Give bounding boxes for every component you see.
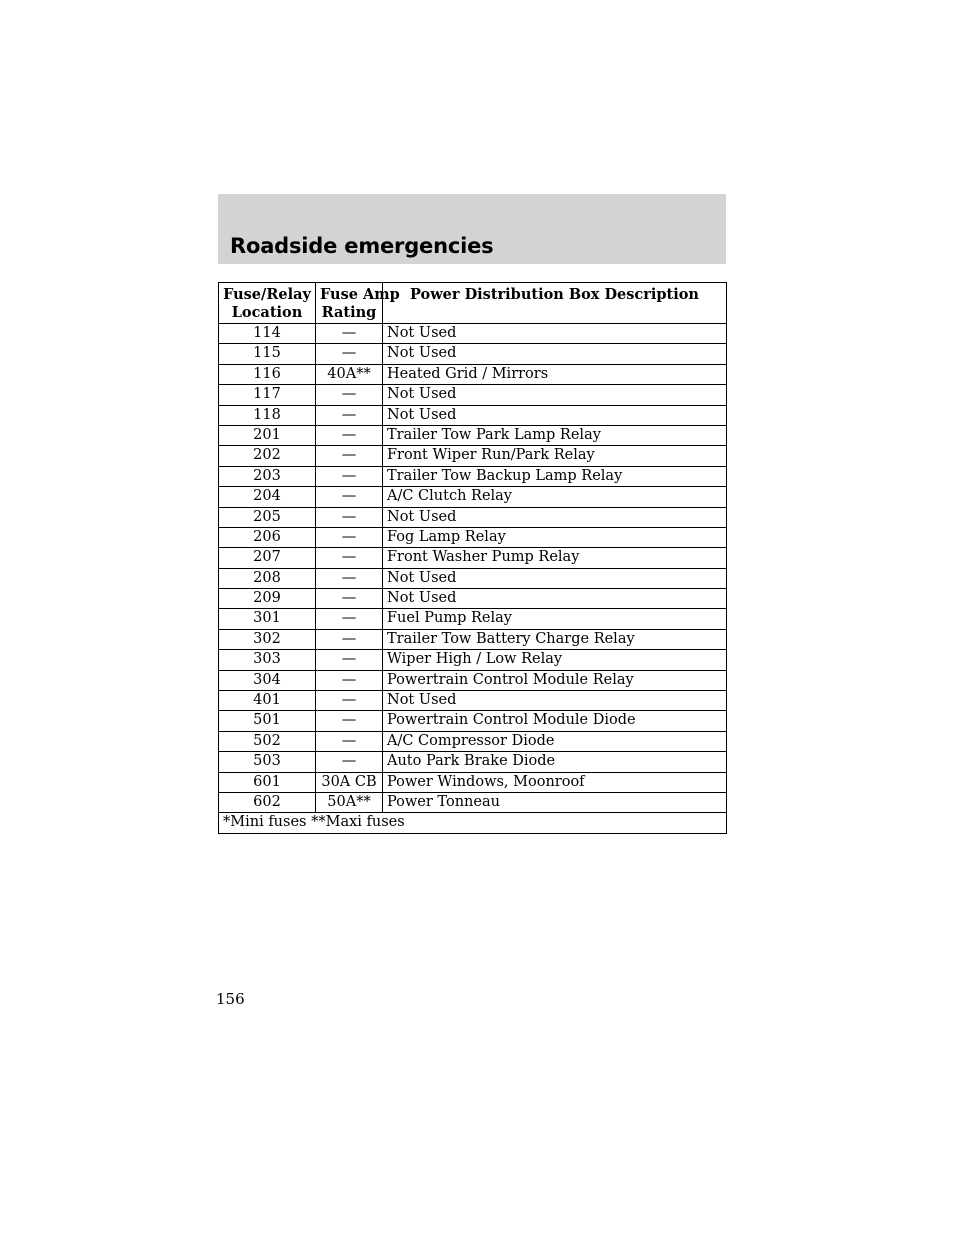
cell-location: 206 <box>219 527 316 547</box>
header-location <box>219 283 316 324</box>
cell-description: Trailer Tow Park Lamp Relay <box>383 425 727 445</box>
cell-description: Not Used <box>383 344 727 364</box>
cell-location: 602 <box>219 792 316 812</box>
cell-description: Trailer Tow Battery Charge Relay <box>383 629 727 649</box>
header-location-line1: Fuse/Relay <box>223 286 311 303</box>
table-row <box>219 324 727 344</box>
table-row <box>219 792 727 812</box>
table-row <box>219 711 727 731</box>
cell-location: 302 <box>219 629 316 649</box>
table-header-row <box>219 283 727 324</box>
cell-description: Not Used <box>383 324 727 344</box>
page-number: 156 <box>216 990 245 1008</box>
table-row <box>219 405 727 425</box>
cell-location: 301 <box>219 609 316 629</box>
table-row <box>219 650 727 670</box>
cell-location: 501 <box>219 711 316 731</box>
cell-description: Fog Lamp Relay <box>383 527 727 547</box>
cell-location: 118 <box>219 405 316 425</box>
cell-description: Not Used <box>383 568 727 588</box>
header-amp-line2: Rating <box>321 304 377 321</box>
table-row <box>219 568 727 588</box>
cell-description: Trailer Tow Backup Lamp Relay <box>383 466 727 486</box>
cell-description: Not Used <box>383 385 727 405</box>
table-row <box>219 527 727 547</box>
section-title: Roadside emergencies <box>230 234 494 258</box>
cell-amp-rating: — <box>316 324 383 344</box>
cell-location: 304 <box>219 670 316 690</box>
cell-amp-rating: — <box>316 405 383 425</box>
table-row <box>219 731 727 751</box>
cell-location: 303 <box>219 650 316 670</box>
table-row <box>219 364 727 384</box>
cell-amp-rating: — <box>316 589 383 609</box>
table-row <box>219 385 727 405</box>
cell-amp-rating: — <box>316 527 383 547</box>
table-footnote-row <box>219 813 727 833</box>
table-body <box>219 324 727 813</box>
cell-amp-rating: — <box>316 731 383 751</box>
cell-amp-rating: 40A** <box>316 364 383 384</box>
cell-location: 401 <box>219 691 316 711</box>
cell-description: A/C Compressor Diode <box>383 731 727 751</box>
cell-location: 209 <box>219 589 316 609</box>
table-row <box>219 507 727 527</box>
cell-location: 204 <box>219 487 316 507</box>
table-row <box>219 487 727 507</box>
cell-description: Wiper High / Low Relay <box>383 650 727 670</box>
cell-amp-rating: — <box>316 446 383 466</box>
cell-amp-rating: — <box>316 425 383 445</box>
header-amp-rating <box>316 283 400 324</box>
cell-amp-rating: — <box>316 650 383 670</box>
cell-amp-rating: — <box>316 711 383 731</box>
cell-description: Power Tonneau <box>383 792 727 812</box>
cell-location: 502 <box>219 731 316 751</box>
cell-amp-rating: — <box>316 487 383 507</box>
cell-description: Not Used <box>383 405 727 425</box>
table-row <box>219 589 727 609</box>
cell-location: 207 <box>219 548 316 568</box>
cell-amp-rating: — <box>316 507 383 527</box>
cell-amp-rating: — <box>316 691 383 711</box>
cell-amp-rating: — <box>316 548 383 568</box>
cell-amp-rating: — <box>316 344 383 364</box>
cell-description: Powertrain Control Module Relay <box>383 670 727 690</box>
cell-description: Auto Park Brake Diode <box>383 752 727 772</box>
cell-description: Powertrain Control Module Diode <box>383 711 727 731</box>
cell-location: 208 <box>219 568 316 588</box>
table-row <box>219 609 727 629</box>
cell-location: 117 <box>219 385 316 405</box>
cell-description: Heated Grid / Mirrors <box>383 364 727 384</box>
table-row <box>219 670 727 690</box>
cell-location: 114 <box>219 324 316 344</box>
section-header <box>218 194 726 264</box>
table-row <box>219 691 727 711</box>
cell-location: 601 <box>219 772 316 792</box>
table-row <box>219 629 727 649</box>
cell-description: Front Washer Pump Relay <box>383 548 727 568</box>
cell-amp-rating: — <box>316 609 383 629</box>
table-row <box>219 446 727 466</box>
cell-location: 202 <box>219 446 316 466</box>
cell-amp-rating: 30A CB <box>316 772 383 792</box>
cell-description: Not Used <box>383 589 727 609</box>
cell-amp-rating: 50A** <box>316 792 383 812</box>
cell-description: A/C Clutch Relay <box>383 487 727 507</box>
header-location-line2: Location <box>231 304 303 321</box>
cell-description: Power Windows, Moonroof <box>383 772 727 792</box>
table-row <box>219 548 727 568</box>
cell-amp-rating: — <box>316 670 383 690</box>
table-row <box>219 466 727 486</box>
cell-amp-rating: — <box>316 752 383 772</box>
fuse-table <box>218 282 727 834</box>
cell-location: 115 <box>219 344 316 364</box>
cell-description: Not Used <box>383 507 727 527</box>
cell-amp-rating: — <box>316 385 383 405</box>
table-footnote: *Mini fuses **Maxi fuses <box>219 813 727 833</box>
table-row <box>219 772 727 792</box>
cell-location: 203 <box>219 466 316 486</box>
cell-location: 503 <box>219 752 316 772</box>
cell-location: 116 <box>219 364 316 384</box>
cell-amp-rating: — <box>316 568 383 588</box>
table-row <box>219 425 727 445</box>
header-amp-line1: Fuse Amp <box>320 286 400 303</box>
cell-description: Fuel Pump Relay <box>383 609 727 629</box>
cell-description: Front Wiper Run/Park Relay <box>383 446 727 466</box>
cell-amp-rating: — <box>316 629 383 649</box>
table-row <box>219 752 727 772</box>
cell-location: 205 <box>219 507 316 527</box>
table-row <box>219 344 727 364</box>
cell-description: Not Used <box>383 691 727 711</box>
cell-amp-rating: — <box>316 466 383 486</box>
header-description: Power Distribution Box Description <box>383 283 727 324</box>
cell-location: 201 <box>219 425 316 445</box>
